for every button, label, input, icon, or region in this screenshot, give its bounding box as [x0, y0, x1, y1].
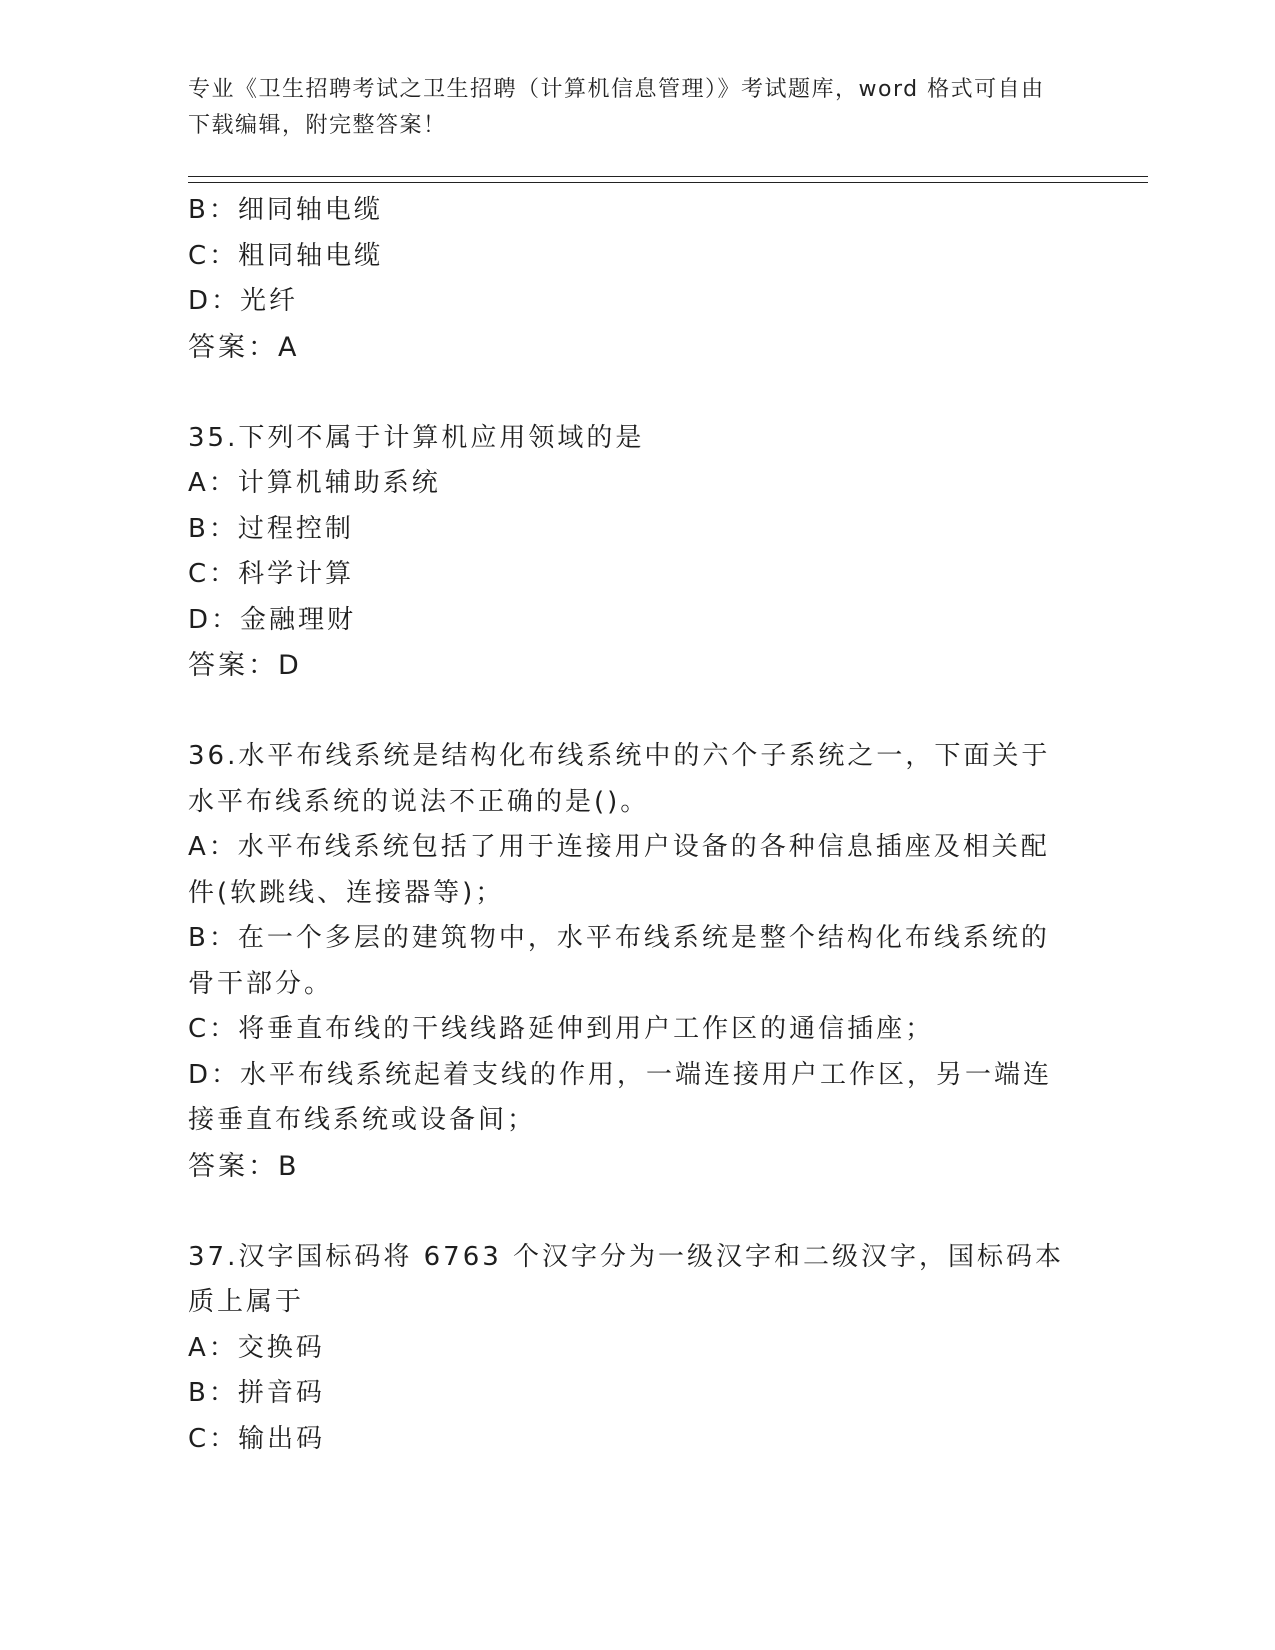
option-d: D：水平布线系统起着支线的作用，一端连接用户工作区，另一端连接垂直布线系统或设备间； [188, 1059, 1053, 1135]
question-stem: 37.汉字国标码将 6763 个汉字分为一级汉字和二级汉字，国标码本质上属于 [188, 1241, 1065, 1317]
question-stem: 35.下列不属于计算机应用领域的是 [188, 422, 645, 453]
option-c: C：将垂直布线的干线线路延伸到用户工作区的通信插座； [188, 1014, 935, 1044]
question-stem: 36.水平布线系统是结构化布线系统中的六个子系统之一，下面关于水平布线系统的说法不正确的是()。 [188, 741, 1051, 817]
question-36 [188, 734, 1078, 1189]
spacer [188, 689, 1078, 735]
answer: 答案：D [188, 650, 302, 681]
question-content [188, 188, 1078, 1462]
answer: 答案：A [188, 331, 300, 363]
header-text: 专业《卫生招聘考试之卫生招聘（计算机信息管理）》考试题库，word 格式可自由下载编辑，附完整答案！ [188, 77, 1045, 138]
question-35 [188, 416, 1078, 689]
option-c: C：粗同轴电缆 [188, 240, 384, 271]
option-a: A：水平布线系统包括了用于连接用户设备的各种信息插座及相关配件(软跳线、连接器等)； [188, 832, 1050, 908]
option-c: C：科学计算 [188, 559, 355, 589]
option-a: A：交换码 [188, 1332, 325, 1363]
prev-question-block [188, 188, 1078, 370]
option-b: B：细同轴电缆 [188, 195, 383, 225]
header-rule-top [188, 176, 1148, 177]
option-b: B：过程控制 [188, 513, 354, 544]
document-header [188, 72, 1068, 144]
spacer [188, 370, 1078, 416]
header-rule-bottom [188, 182, 1148, 183]
option-b: B：在一个多层的建筑物中，水平布线系统是整个结构化布线系统的骨干部分。 [188, 923, 1050, 999]
option-b: B：拼音码 [188, 1378, 325, 1408]
option-d: D：金融理财 [188, 604, 357, 635]
option-a: A：计算机辅助系统 [188, 468, 441, 498]
spacer [188, 1189, 1078, 1235]
option-c: C：输出码 [188, 1423, 326, 1454]
option-d: D：光纤 [188, 286, 299, 316]
question-37 [188, 1235, 1078, 1463]
answer: 答案：B [188, 1150, 300, 1182]
